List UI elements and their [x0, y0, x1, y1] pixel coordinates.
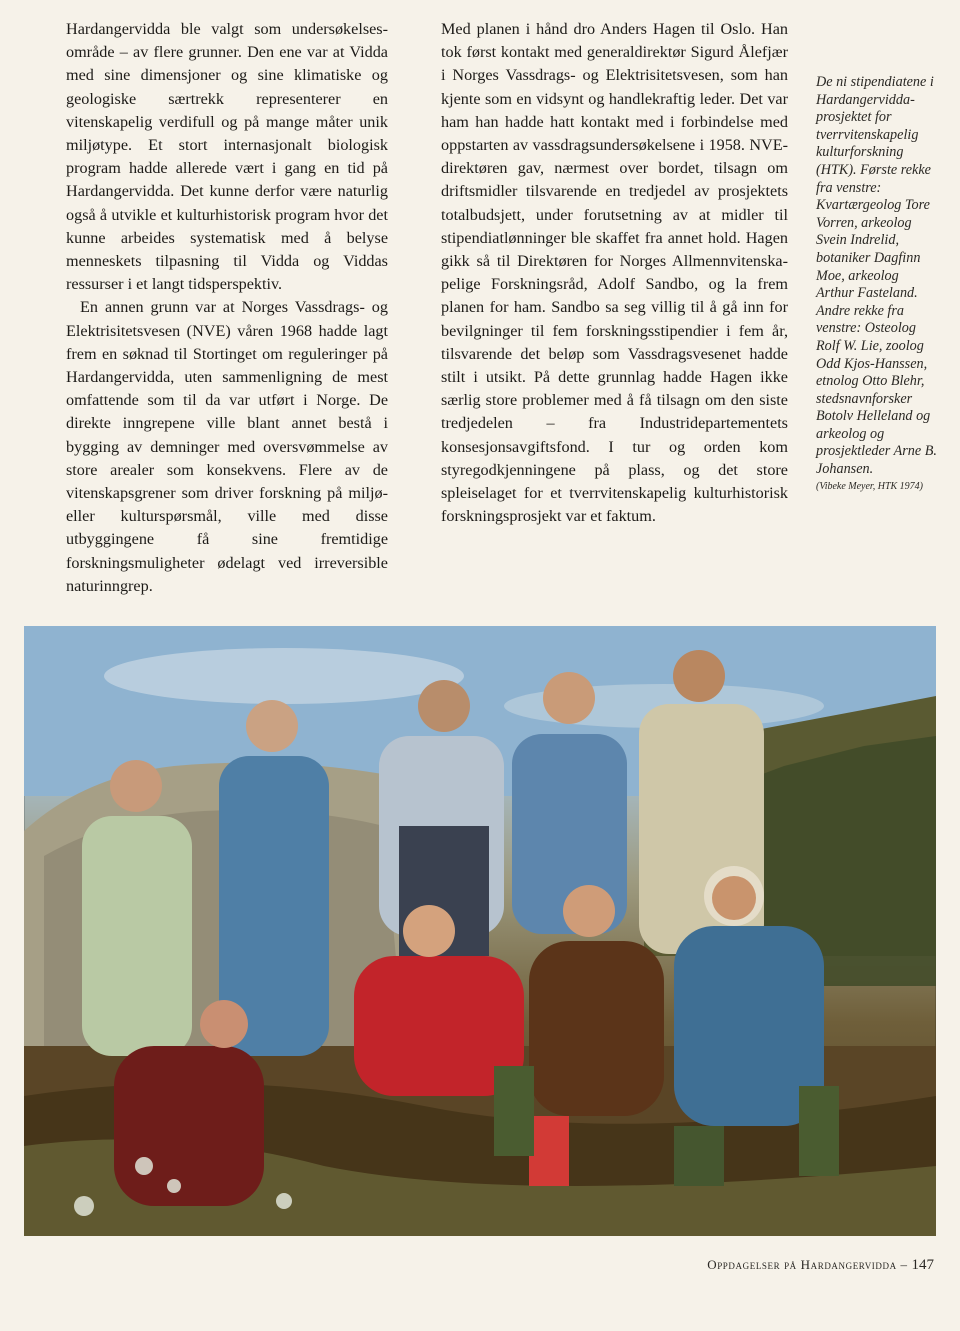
group-photograph: [24, 626, 936, 1236]
paragraph: En annen grunn var at Norges Vassdrags- og Elektrisitetsvesen (NVE) våren 1968 hadde lagt frem en søknad til Stortinget om reguleringer på Hardangervidda, uten sammenligning de mest omfattende som til da var utført i Norge. De direkte inngrepene ville blant annet bestå i bygging av demninger med oversvømmelse av store arealer som konsekvens. Flere av de vitenskapsgrener som driver forskning på miljø- eller kulturspørsmål, ville med disse utbyggingene få sine fremtidige forskningsmuligheter ødelagt ved irreversible naturinngrep.: [66, 298, 388, 595]
running-title: Oppdagelser på Hardangervidda: [707, 1257, 897, 1272]
caption-text: De ni stipendiatene i Hardangerviddaprosjektet for tverrvitenskapelig kulturforskning (HTK). Første rekke fra venstre: Kvartærgeolog Tore Vorren, arkeolog Svein Indrelid, botaniker Dagfinn Moe, arkeolog Arthur Fasteland. Andre rekke fra venstre: Osteolog Rolf W. Lie, zoolog Odd Kjos-Hanssen, etnolog Otto Blehr, stedsnavnforsker Botolv Helleland og arkeolog og prosjektleder Arne B. Johansen.: [816, 74, 937, 478]
footer-separator: –: [896, 1257, 912, 1272]
photo-credit: (Vibeke Meyer, HTK 1974): [816, 480, 924, 492]
right-text-column: [441, 18, 788, 528]
paragraph: Med planen i hånd dro Anders Hagen til Oslo. Han tok først kontakt med generaldirektør Sigurd Ålefjær i Norges Vassdrags- og Elektrisitetsvesen, som han kjente som en vidsynt og handlekraftig leder. Det var ham han hadde hatt kontakt med i forbindelse med oppstarten av vassdragsundersøkelsene i 1958. NVE-direktøren gav, nærmest over bordet, tilsagn om driftsmidler tilsvarende en tredjedel av prosjektets totalbudsjett, under forutsetning av at midler til stipendiatlønninger ble skaffet fra annet hold. Hagen gikk så til Direktøren for Norges Allmennvitenskapelige Forskningsråd, Adolf Sandbo, og la frem planen for ham. Sandbo sa seg villig til å gå inn for bevilgninger til fem forskningsstipendier i fem år, tilsvarende det beløp som Vassdragsvesenet hadde stilt i utsikt. På dette grunnlag hadde Hagen ikke særlig store problemer med å få tilsagn om den siste tredjedelen – fra Industridepartementets konsesjonsavgiftsfond. I tur og orden kom styregodkjenningene på plass, og det store spleiselaget for et tverrvitenskapelig kulturhistorisk forskningsprosjekt var et faktum.: [441, 20, 788, 526]
page-footer: [707, 1257, 934, 1274]
photo-scene: [24, 626, 936, 1236]
page-number: 147: [911, 1257, 934, 1273]
photo-caption: [816, 74, 938, 493]
paragraph: Hardangervidda ble valgt som undersøkelsesområde – av flere grunner. Den ene var at Vidda med sine dimensjoner og sine klimatiske og geologiske særtrekk representerer en vitenskapelig verdifull og på mange måter unik miljøtype. Et stort internasjonalt biologisk program hadde allerede vært i gang en tid på Hardangervidda. Det kunne derfor være naturlig også å utvikle et kulturhistorisk program hvor det kunne arbeides systematisk med å belyse menneskets tilpasning til Vidda og Viddas ressurser i et langt tidsperspektiv.: [66, 20, 388, 294]
left-text-column: [66, 18, 388, 598]
